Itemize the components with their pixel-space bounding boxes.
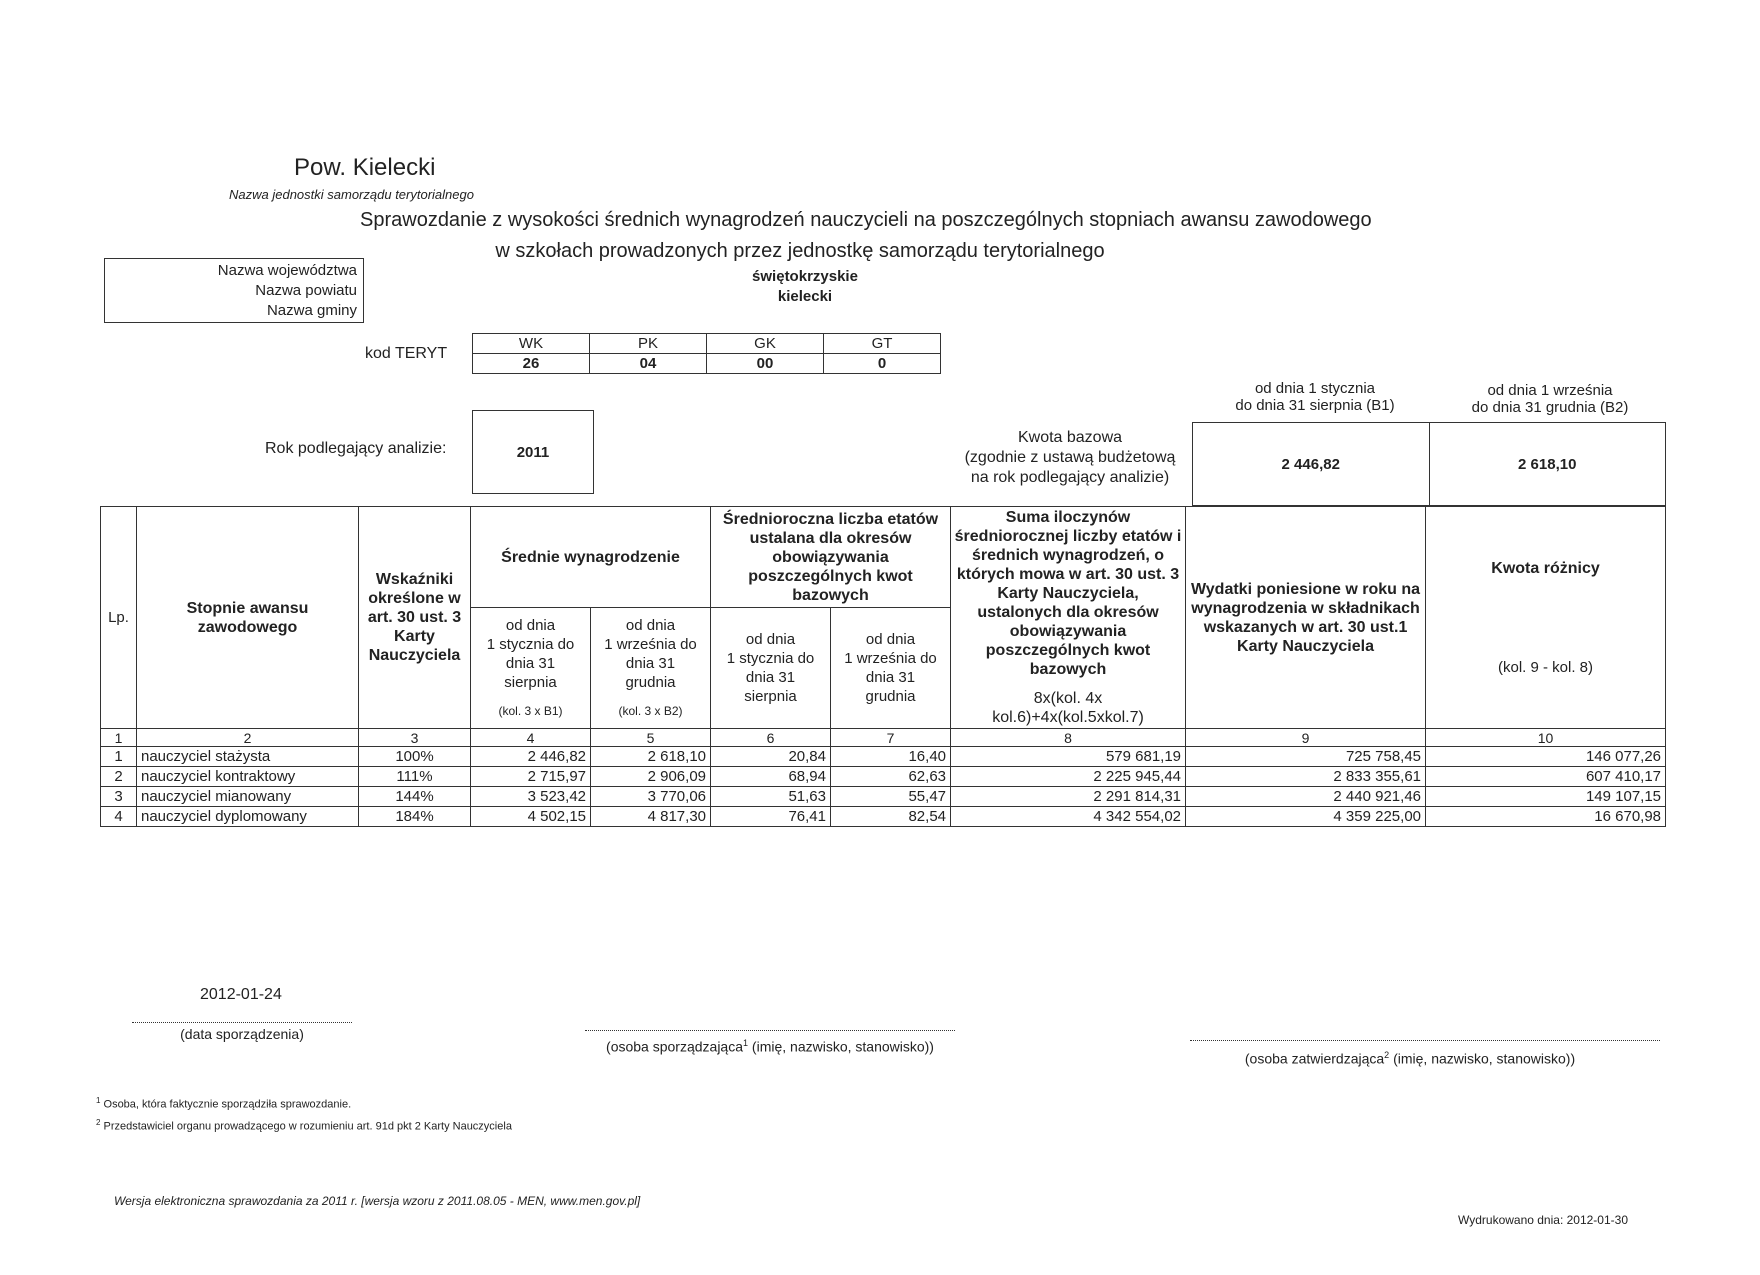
header-roznica-text: Kwota różnicy — [1491, 559, 1600, 577]
teryt-header-wk: WK — [473, 334, 590, 354]
base-amount-label — [950, 428, 1190, 488]
header-etaty-b1: od dnia 1 stycznia do dnia 31 sierpnia — [711, 608, 831, 729]
base-amount-b2: 2 618,10 — [1429, 423, 1666, 505]
b1-period-header — [1195, 380, 1435, 414]
header-etaty-b2: od dnia 1 września do dnia 31 grudnia — [831, 608, 951, 729]
col-num: 8 — [951, 729, 1186, 747]
author-caption-text: (osoba sporządzająca — [606, 1038, 744, 1055]
cell-stopien: nauczyciel kontraktowy — [137, 767, 359, 787]
cell-et-b1: 51,63 — [711, 787, 831, 807]
cell-roznica: 149 107,15 — [1426, 787, 1666, 807]
cell-stopien: nauczyciel dyplomowany — [137, 807, 359, 827]
col-num: 7 — [831, 729, 951, 747]
year-label: Rok podlegający analizie: — [265, 440, 447, 457]
header-srednie-b1-text: od dnia 1 stycznia do dnia 31 sierpnia — [486, 616, 575, 691]
cell-suma: 2 291 814,31 — [951, 787, 1186, 807]
header-suma-note: 8x(kol. 4x kol.6)+4x(kol.5xkol.7) — [992, 690, 1144, 726]
date-caption: (data sporządzenia) — [180, 1026, 304, 1042]
col-num: 2 — [137, 729, 359, 747]
cell-sr-b2: 3 770,06 — [591, 787, 711, 807]
report-title-line2: w szkołach prowadzonych przez jednostkę samorządu terytorialnego — [495, 240, 1105, 262]
jst-name: Pow. Kielecki — [294, 154, 436, 181]
commune-value — [640, 308, 970, 328]
teryt-value-gk: 00 — [707, 354, 824, 374]
cell-sr-b1: 3 523,42 — [471, 787, 591, 807]
approver-footnote-mark: 2 — [1384, 1050, 1390, 1060]
approver-signature-line — [1190, 1040, 1660, 1041]
cell-et-b1: 20,84 — [711, 747, 831, 767]
footnote-2-text: Przedstawiciel organu prowadzącego w rozumieniu art. 91d pkt 2 Karty Nauczyciela — [100, 1120, 512, 1133]
cell-sr-b1: 2 715,97 — [471, 767, 591, 787]
voivodeship-value: świętokrzyskie — [752, 268, 858, 285]
cell-sr-b2: 2 618,10 — [591, 747, 711, 767]
footnote-1-mark: 1 — [96, 1096, 101, 1105]
printed-date: Wydrukowano dnia: 2012-01-30 — [1458, 1213, 1628, 1227]
footnote-1-text: Osoba, która faktycznie sporządziła sprawozdanie. — [100, 1098, 352, 1111]
b2-period-line1: od dnia 1 września — [1487, 382, 1613, 399]
cell-sr-b2: 2 906,09 — [591, 767, 711, 787]
approver-caption-text: (osoba zatwierdzająca — [1244, 1050, 1385, 1067]
cell-stopien: nauczyciel stażysta — [137, 747, 359, 767]
cell-et-b2: 55,47 — [831, 787, 951, 807]
b1-period-line2: do dnia 31 sierpnia (B1) — [1235, 397, 1395, 414]
cell-suma: 579 681,19 — [951, 747, 1186, 767]
location-box — [104, 258, 364, 323]
date-signature-line — [132, 1022, 352, 1023]
base-amount-b1: 2 446,82 — [1281, 455, 1340, 473]
base-amount-label-line2: (zgodnie z ustawą budżetową — [964, 449, 1176, 466]
header-wskazniki: Wskaźniki określone w art. 30 ust. 3 Karty Nauczyciela — [359, 507, 471, 729]
voivodeship-label: Nazwa województwa — [217, 262, 357, 279]
table-row — [101, 767, 1666, 787]
teryt-header-gk: GK — [707, 334, 824, 354]
cell-lp: 3 — [101, 787, 137, 807]
teryt-label: kod TERYT — [365, 345, 448, 362]
header-wydatki: Wydatki poniesione w roku na wynagrodzenia w składnikach wskazanych w art. 30 ust.1 Karty Nauczyciela — [1186, 507, 1426, 729]
cell-wydatki: 2 833 355,61 — [1186, 767, 1426, 787]
cell-lp: 4 — [101, 807, 137, 827]
teryt-header-gt: GT — [824, 334, 941, 354]
cell-suma: 4 342 554,02 — [951, 807, 1186, 827]
header-srednie: Średnie wynagrodzenie — [471, 507, 711, 608]
header-suma — [951, 507, 1186, 729]
county-label: Nazwa powiatu — [255, 282, 357, 299]
location-values — [640, 268, 970, 328]
column-numbers-row — [101, 729, 1666, 747]
table-row — [101, 807, 1666, 827]
header-stopnie: Stopnie awansu zawodowego — [137, 507, 359, 729]
header-lp: Lp. — [101, 507, 137, 729]
b2-period-line2: do dnia 31 grudnia (B2) — [1471, 399, 1629, 416]
author-footnote-mark: 1 — [743, 1038, 749, 1048]
cell-lp: 1 — [101, 747, 137, 767]
cell-roznica: 146 077,26 — [1426, 747, 1666, 767]
base-amount-label-line3: na rok podlegający analizie) — [970, 469, 1170, 486]
cell-wskaznik: 184% — [359, 807, 471, 827]
cell-et-b2: 82,54 — [831, 807, 951, 827]
col-num: 6 — [711, 729, 831, 747]
cell-sr-b2: 4 817,30 — [591, 807, 711, 827]
col-num: 10 — [1426, 729, 1666, 747]
col-num: 4 — [471, 729, 591, 747]
cell-wydatki: 4 359 225,00 — [1186, 807, 1426, 827]
footnote-2-mark: 2 — [96, 1118, 101, 1127]
teryt-header-pk: PK — [590, 334, 707, 354]
cell-lp: 2 — [101, 767, 137, 787]
header-srednie-b2-text: od dnia 1 września do dnia 31 grudnia — [604, 616, 697, 691]
teryt-value-pk: 04 — [590, 354, 707, 374]
col-num: 1 — [101, 729, 137, 747]
teryt-table — [472, 333, 941, 374]
approver-caption-rest: (imię, nazwisko, stanowisko)) — [1389, 1050, 1576, 1067]
cell-stopien: nauczyciel mianowany — [137, 787, 359, 807]
cell-wskaznik: 100% — [359, 747, 471, 767]
cell-et-b1: 68,94 — [711, 767, 831, 787]
cell-wydatki: 725 758,45 — [1186, 747, 1426, 767]
salary-table — [100, 506, 1666, 827]
cell-wydatki: 2 440 921,46 — [1186, 787, 1426, 807]
cell-et-b2: 62,63 — [831, 767, 951, 787]
table-row — [101, 787, 1666, 807]
col-num: 3 — [359, 729, 471, 747]
table-row — [101, 747, 1666, 767]
author-signature-line — [585, 1030, 955, 1031]
header-srednie-b2-note: (kol. 3 x B2) — [618, 703, 683, 718]
base-amount-label-line1: Kwota bazowa — [1017, 429, 1123, 446]
county-value: kielecki — [777, 288, 833, 305]
header-roznica-note: (kol. 9 - kol. 8) — [1498, 658, 1594, 676]
cell-wskaznik: 144% — [359, 787, 471, 807]
cell-et-b2: 16,40 — [831, 747, 951, 767]
cell-roznica: 607 410,17 — [1426, 767, 1666, 787]
teryt-value-wk: 26 — [473, 354, 590, 374]
header-roznica — [1426, 507, 1666, 729]
header-suma-text: Suma iloczynów średniorocznej liczby etatów i średnich wynagrodzeń, o których mowa w art. 30 ust. 3 Karty Nauczyciela, ustalonych dla okresów obowiązywania poszczególnych kwot bazowych — [954, 509, 1182, 678]
header-srednie-b2 — [591, 608, 711, 729]
b2-period-header — [1430, 382, 1670, 416]
base-amount-box — [1192, 422, 1666, 506]
header-etaty: Średnioroczna liczba etatów ustalana dla okresów obowiązywania poszczególnych kwot bazowych — [711, 507, 951, 608]
version-note: Wersja elektroniczna sprawozdania za 2011 r. [wersja wzoru z 2011.08.05 - MEN, www.men.gov.pl] — [114, 1194, 641, 1208]
cell-et-b1: 76,41 — [711, 807, 831, 827]
approver-caption — [1190, 1050, 1630, 1067]
report-title-line1: Sprawozdanie z wysokości średnich wynagrodzeń nauczycieli na poszczególnych stopniach awansu zawodowego — [360, 209, 1372, 231]
cell-sr-b1: 4 502,15 — [471, 807, 591, 827]
header-srednie-b1 — [471, 608, 591, 729]
col-num: 5 — [591, 729, 711, 747]
author-caption-rest: (imię, nazwisko, stanowisko)) — [748, 1038, 934, 1055]
col-num: 9 — [1186, 729, 1426, 747]
b1-period-line1: od dnia 1 stycznia — [1254, 380, 1376, 397]
cell-sr-b1: 2 446,82 — [471, 747, 591, 767]
cell-wskaznik: 111% — [359, 767, 471, 787]
cell-roznica: 16 670,98 — [1426, 807, 1666, 827]
commune-label: Nazwa gminy — [266, 302, 357, 319]
teryt-value-gt: 0 — [824, 354, 941, 374]
author-caption — [570, 1038, 970, 1055]
year-value: 2011 — [472, 410, 594, 494]
jst-caption: Nazwa jednostki samorządu terytorialnego — [229, 187, 474, 202]
footnote-2 — [96, 1118, 512, 1133]
cell-suma: 2 225 945,44 — [951, 767, 1186, 787]
report-date: 2012-01-24 — [200, 986, 282, 1003]
header-srednie-b1-note: (kol. 3 x B1) — [498, 703, 563, 718]
footnote-1 — [96, 1096, 351, 1111]
